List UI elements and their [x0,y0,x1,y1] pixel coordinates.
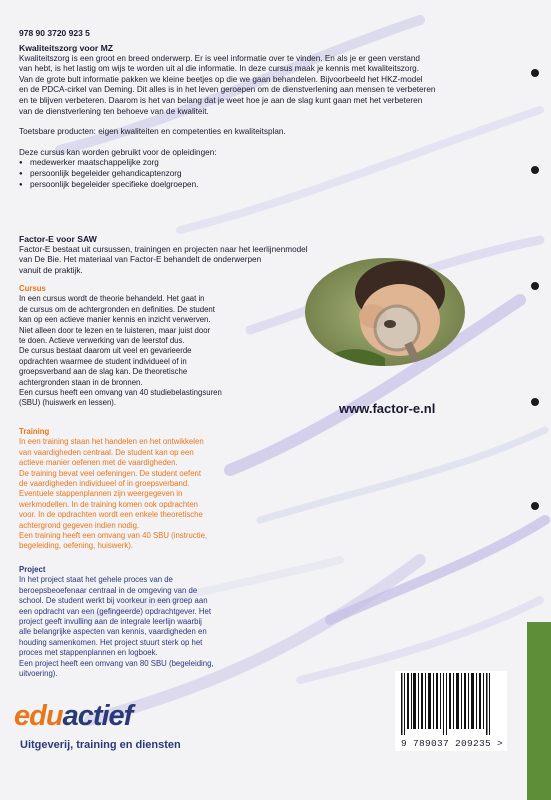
opleidingen-list [19,158,514,190]
paragraph-line: Eventuele stappenplannen zijn weergegeven in [19,489,183,499]
toetsbare-producten: Toetsbare producten: eigen kwaliteiten en competenties en kwaliteitsplan. [19,127,286,137]
paragraph-line: beroepsbeoefenaar centraal in de omgeving van de [19,585,198,595]
paragraph-line: vanuit de praktijk. [19,265,83,275]
paragraph-line: school. De student werkt bij voorkeur in een groep aan [19,596,208,606]
paragraph-line: uitvoering). [19,669,58,679]
paragraph-line: (SBU) (huiswerk en lessen). [19,398,117,408]
paragraph-line: De training bevat veel oefeningen. De student oefent [19,468,202,478]
section-training [19,427,299,552]
logo-part-edu: edu [14,700,63,732]
paragraph-line: kan op een actieve manier kennis en inzicht verwerven. [19,315,211,325]
paragraph-line: van De Bie. Het materiaal van Factor-E behandelt de onderwerpen [19,255,262,265]
paragraph-line: houding samenkomen. Het project stuurt sterk op het [19,637,203,647]
section-title: Training [19,427,50,436]
paragraph-line: Een project heeft een omvang van 80 SBU (begeleiding, [19,658,214,668]
paragraph-line: achtergrond gegeven indien nodig. [19,520,140,530]
barcode [395,671,507,735]
paragraph-line: en te blijven verbeteren. Daarom is het van belang dat je weet hoe je aan de slag kunt gaan met het verbeteren [19,95,423,105]
paragraph-line: opdrachten waarmee de student individueel of in [19,356,187,366]
section-title: Factor-E voor SAW [19,234,97,244]
paragraph-line: project geeft invulling aan de integrale leerlijn waarbij [19,617,202,627]
paragraph-line: van de dienstverlening ten behoeve van de kwaliteit. [19,106,209,116]
eduactief-logo [14,700,132,733]
paragraph-line: voor. In de opdrachten wordt een enkele theoretische [19,510,203,520]
paragraph-line: te doen. Actieve verwerking van de leerstof dus. [19,336,185,346]
section-kwaliteitszorg [19,43,514,190]
paragraph-line: een opdracht van een (gefingeerde) opdrachtgever. Het [19,606,212,616]
paragraph-line: proces met stappenplannen en logboek. [19,648,158,658]
paragraph-line: Van de grote bult informatie pakken we kleine beetjes op die we gaan behandelen. Bijvoorbeeld het HKZ-model [19,74,423,84]
paragraph-line: In een training staan het handelen en het ontwikkelen [19,437,204,447]
section-title: Kwaliteitszorg voor MZ [19,43,114,53]
paragraph-line: werkmodellen. In de training komen ook opdrachten [19,499,199,509]
section-project [19,565,299,679]
list-item: ● persoonlijk begeleider gehandicaptenzorg [19,169,514,180]
section-factor-e [19,234,379,276]
paragraph-line: Een cursus heeft een omvang van 40 studiebelastingsuren [19,388,222,398]
list-item: ● medewerker maatschappelijke zorg [19,158,514,169]
paragraph-line: begeleiding, oefening, huiswerk). [19,541,133,551]
paragraph-line: In het project staat het gehele proces van de [19,575,173,585]
paragraph-line: van hebt, is het lastig om wijs te worden uit al die informatie. In deze cursus maak je kennis met kwaliteitszorg. [19,64,420,74]
paragraph-line: actieve manier oefenen met de vaardigheden. [19,458,178,468]
opleidingen-intro: Deze cursus kan worden gebruikt voor de opleidingen: [19,147,217,157]
paragraph-line: In een cursus wordt de theorie behandeld. Het gaat in [19,294,205,304]
paragraph-line: alle belangrijke aspecten van kennis, vaardigheden en [19,627,207,637]
barcode-number: 9 789037 209235 > [401,738,504,749]
paragraph-line: Kwaliteitszorg is een groot en breed onderwerp. Er is veel informatie over te vinden. En als je er geen verstand [19,53,420,63]
green-edge-tab [527,622,551,800]
paragraph-line: van vaardigheden centraal. De student kan op een [19,447,194,457]
section-cursus [19,284,289,409]
paragraph-line: en de PDCA-cirkel van Deming. Dit alles is in het leven geroepen om de dienstverlening aan mensen te verbeteren [19,85,436,95]
publisher-tagline: Uitgeverij, training en diensten [20,739,181,751]
child-magnifier-photo [305,258,465,366]
list-item: ● persoonlijk begeleider specifieke doelgroepen. [19,180,514,191]
paragraph-line: de cursus om de achtergronden en definities. De student [19,304,215,314]
paragraph-line: Een training heeft een omvang van 40 SBU (instructie, [19,531,208,541]
logo-part-actief: actief [62,700,133,732]
paragraph-line: groepsverband aan de slag kan. De theoretische [19,367,188,377]
paragraph-line: de vaardigheden individueel of in groepsverband. [19,479,190,489]
section-title: Project [19,565,46,574]
website-url[interactable]: www.factor-e.nl [339,401,436,416]
paragraph-line: De cursus bestaat daarom uit veel en gevarieerde [19,346,192,356]
paragraph-line: Niet alleen door te lezen en te luisteren, maar juist door [19,325,211,335]
paragraph-line: achtergronden staan in de bronnen. [19,377,143,387]
isbn-top: 978 90 3720 923 5 [19,28,90,38]
section-title: Cursus [19,284,46,293]
paragraph-line: Factor-E bestaat uit cursussen, trainingen en projecten naar het leerlijnenmodel [19,244,308,254]
